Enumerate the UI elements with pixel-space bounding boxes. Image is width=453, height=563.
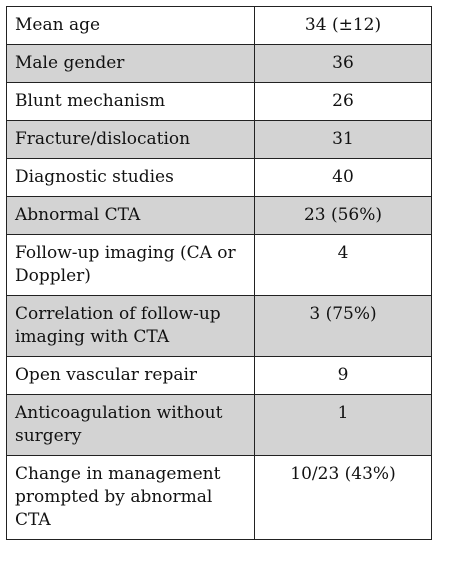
table-row bbox=[7, 357, 432, 395]
table-row bbox=[7, 235, 432, 296]
results-table-container bbox=[6, 6, 431, 540]
row-value: 10/23 (43%) bbox=[255, 456, 432, 540]
row-label: Change in management prompted by abnormal CTA bbox=[7, 456, 255, 540]
row-value: 1 bbox=[255, 395, 432, 456]
row-value: 31 bbox=[255, 121, 432, 159]
table-row bbox=[7, 45, 432, 83]
row-value: 9 bbox=[255, 357, 432, 395]
row-label: Mean age bbox=[7, 7, 255, 45]
table-row bbox=[7, 197, 432, 235]
row-label: Anticoagulation without surgery bbox=[7, 395, 255, 456]
row-label: Follow-up imaging (CA or Doppler) bbox=[7, 235, 255, 296]
table-row bbox=[7, 395, 432, 456]
row-label: Correlation of follow-up imaging with CTA bbox=[7, 296, 255, 357]
results-table-body bbox=[7, 7, 432, 540]
row-value: 3 (75%) bbox=[255, 296, 432, 357]
row-value: 40 bbox=[255, 159, 432, 197]
row-label: Fracture/dislocation bbox=[7, 121, 255, 159]
table-row bbox=[7, 83, 432, 121]
row-value: 36 bbox=[255, 45, 432, 83]
row-value: 34 (±12) bbox=[255, 7, 432, 45]
row-label: Open vascular repair bbox=[7, 357, 255, 395]
table-row bbox=[7, 456, 432, 540]
results-table bbox=[6, 6, 432, 540]
table-row bbox=[7, 121, 432, 159]
row-label: Diagnostic studies bbox=[7, 159, 255, 197]
row-label: Abnormal CTA bbox=[7, 197, 255, 235]
row-value: 23 (56%) bbox=[255, 197, 432, 235]
table-row bbox=[7, 296, 432, 357]
table-row bbox=[7, 7, 432, 45]
row-value: 4 bbox=[255, 235, 432, 296]
row-value: 26 bbox=[255, 83, 432, 121]
row-label: Male gender bbox=[7, 45, 255, 83]
row-label: Blunt mechanism bbox=[7, 83, 255, 121]
table-row bbox=[7, 159, 432, 197]
